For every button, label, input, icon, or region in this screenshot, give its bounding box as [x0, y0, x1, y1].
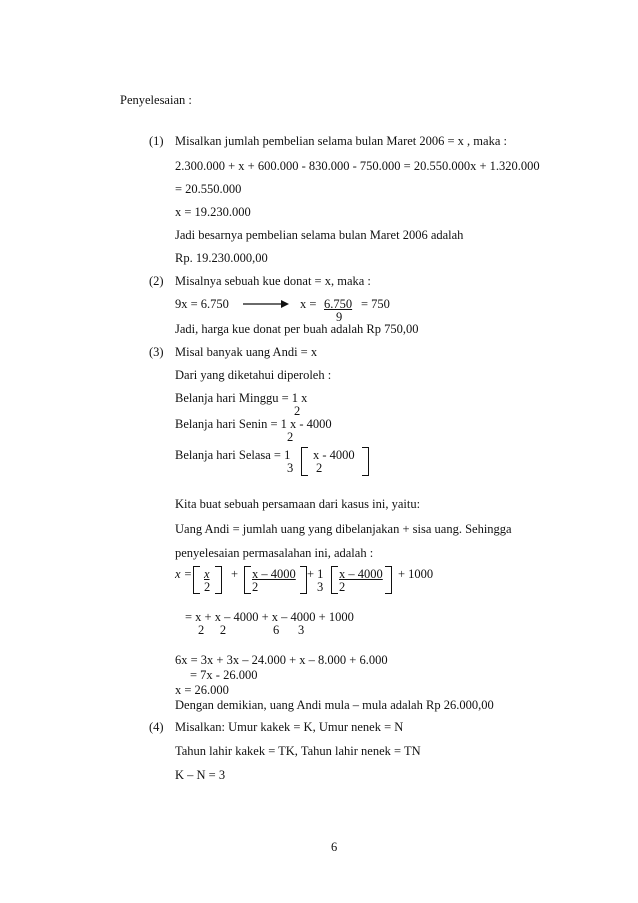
eq-expand: 6x = 3x + 3x – 24.000 + x – 8.000 + 6.000 [175, 653, 388, 667]
eq-term3-num: x – 4000 [339, 567, 383, 581]
item-number-1: (1) [149, 134, 164, 148]
page-number: 6 [331, 840, 338, 854]
item-3-line-2: Dari yang diketahui diperoleh : [175, 368, 332, 382]
item-4-line-1: Misalkan: Umur kakek = K, Umur nenek = N [175, 720, 404, 734]
item-1-line-3: = 20.550.000 [175, 182, 242, 196]
item-2-eq-x: x = [300, 297, 317, 311]
item-3-selasa-inner: x - 4000 [313, 448, 355, 462]
eq-term3-den: 2 [339, 580, 346, 594]
bracket-right [385, 566, 392, 594]
item-3-penyelesaian: penyelesaian permasalahan ini, adalah : [175, 546, 374, 560]
eq-collect: = 7x - 26.000 [190, 668, 258, 682]
item-4-line-3: K – N = 3 [175, 768, 226, 782]
item-2-denominator: 9 [336, 310, 343, 324]
item-4-line-2: Tahun lahir kakek = TK, Tahun lahir nenek = TN [175, 744, 421, 758]
item-1-line-1: Misalkan jumlah pembelian selama bulan Maret 2006 = x , maka : [175, 134, 507, 148]
eq-simplified: = x + x – 4000 + x – 4000 + 1000 [185, 610, 354, 624]
item-3-selasa-inner-den: 2 [316, 461, 323, 475]
eq-term1-num: x [204, 567, 210, 581]
eq-third-den: 3 [317, 580, 324, 594]
eq-simplified-den: 2 2 6 3 [198, 623, 305, 637]
item-3-line-1: Misal banyak uang Andi = x [175, 345, 318, 359]
item-3-minggu-den: 2 [294, 404, 301, 418]
eq-plus-1000: + 1000 [398, 567, 434, 581]
eq-third: + 1 [307, 567, 324, 581]
item-3-senin-den: 2 [287, 430, 294, 444]
eq-term2-num: x – 4000 [252, 567, 296, 581]
item-2-line-1: Misalnya sebuah kue donat = x, maka : [175, 274, 371, 288]
bracket-left [331, 566, 338, 594]
bracket-right [215, 566, 222, 594]
item-1-line-5: Jadi besarnya pembelian selama bulan Maret 2006 adalah [175, 228, 464, 242]
bracket-right [362, 447, 369, 476]
solution-heading: Penyelesaian : [120, 93, 192, 107]
bracket-right [300, 566, 307, 594]
eq-conclusion: Dengan demikian, uang Andi mula – mula adalah Rp 26.000,00 [175, 698, 494, 712]
item-3-senin: Belanja hari Senin = 1 x - 4000 [175, 417, 332, 431]
bracket-left [244, 566, 251, 594]
bracket-left [193, 566, 200, 594]
eq-solve: x = 26.000 [175, 683, 229, 697]
eq-plus: + [231, 567, 239, 581]
item-2-line-conclusion: Jadi, harga kue donat per buah adalah Rp 750,00 [175, 322, 419, 336]
item-2-numerator: 6.750 [324, 297, 353, 311]
right-arrow-icon [243, 299, 289, 309]
item-3-selasa: Belanja hari Selasa = 1 [175, 448, 291, 462]
item-1-line-4: x = 19.230.000 [175, 205, 251, 219]
item-1-line-2: 2.300.000 + x + 600.000 - 830.000 - 750.000 = 20.550.000x + 1.320.000 [175, 159, 540, 173]
item-number-2: (2) [149, 274, 164, 288]
item-3-minggu: Belanja hari Minggu = 1 x [175, 391, 308, 405]
eq-term1-den: 2 [204, 580, 211, 594]
item-number-4: (4) [149, 720, 164, 734]
item-2-result: = 750 [361, 297, 390, 311]
item-3-kita: Kita buat sebuah persamaan dari kasus ini, yaitu: [175, 497, 421, 511]
item-3-selasa-den: 3 [287, 461, 294, 475]
bracket-left [301, 447, 308, 476]
item-2-eq-left: 9x = 6.750 [175, 297, 229, 311]
eq-x: x = [175, 567, 193, 581]
item-3-uang: Uang Andi = jumlah uang yang dibelanjakan + sisa uang. Sehingga [175, 522, 512, 536]
item-1-line-6: Rp. 19.230.000,00 [175, 251, 268, 265]
eq-term2-den: 2 [252, 580, 259, 594]
item-number-3: (3) [149, 345, 164, 359]
